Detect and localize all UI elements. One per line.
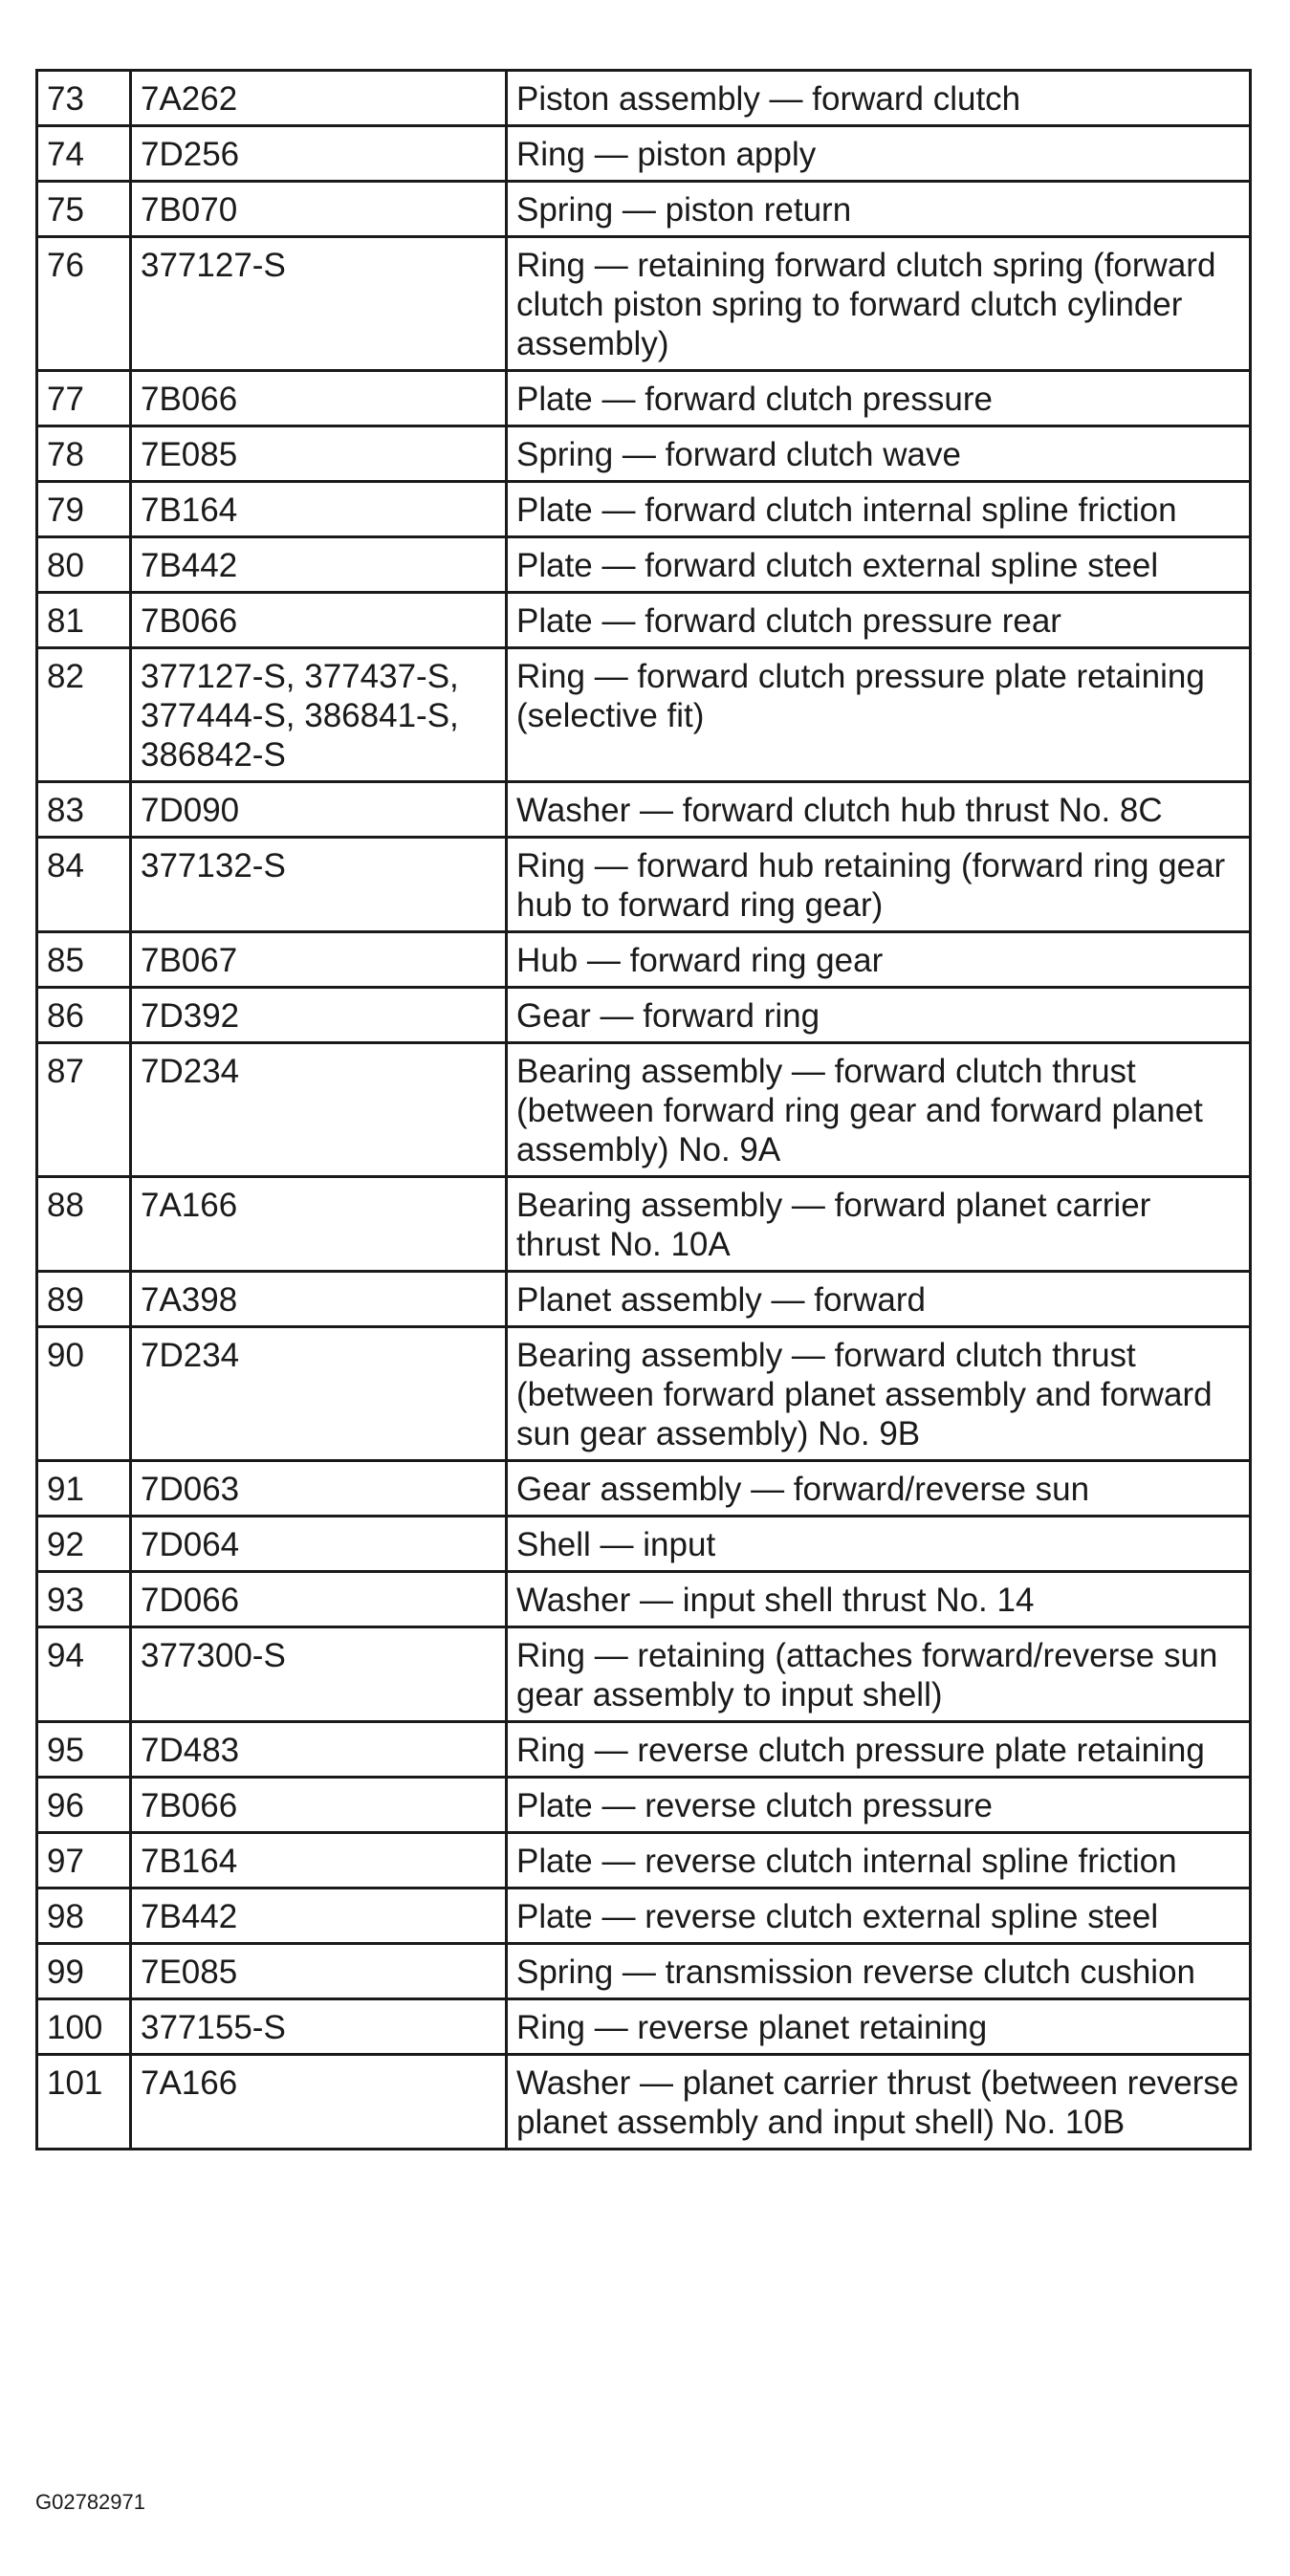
table-row — [37, 932, 1251, 988]
description-cell: Ring — forward hub retaining (forward ring gear hub to forward ring gear) — [507, 838, 1251, 932]
part-number-cell: 377127-S — [131, 237, 507, 371]
table-row — [37, 1517, 1251, 1572]
table-row — [37, 537, 1251, 593]
item-number-cell: 85 — [37, 932, 131, 988]
item-number-cell: 90 — [37, 1327, 131, 1461]
table-row — [37, 426, 1251, 482]
part-number-cell: 7D066 — [131, 1572, 507, 1627]
table-row — [37, 988, 1251, 1043]
part-number-cell: 7D090 — [131, 782, 507, 838]
description-cell: Piston assembly — forward clutch — [507, 71, 1251, 126]
description-cell: Plate — forward clutch external spline steel — [507, 537, 1251, 593]
item-number-cell: 100 — [37, 1999, 131, 2055]
table-row — [37, 593, 1251, 648]
table-row — [37, 1944, 1251, 1999]
description-cell: Ring — retaining (attaches forward/reverse sun gear assembly to input shell) — [507, 1627, 1251, 1722]
part-number-cell: 7D256 — [131, 126, 507, 182]
description-cell: Planet assembly — forward — [507, 1272, 1251, 1327]
table-row — [37, 1043, 1251, 1177]
part-number-cell: 377300-S — [131, 1627, 507, 1722]
item-number-cell: 73 — [37, 71, 131, 126]
part-number-cell: 7B066 — [131, 371, 507, 426]
description-cell: Shell — input — [507, 1517, 1251, 1572]
item-number-cell: 74 — [37, 126, 131, 182]
part-number-cell: 7B442 — [131, 537, 507, 593]
item-number-cell: 87 — [37, 1043, 131, 1177]
table-row — [37, 1461, 1251, 1517]
part-number-cell: 7A166 — [131, 2055, 507, 2150]
description-cell: Spring — piston return — [507, 182, 1251, 237]
description-cell: Washer — input shell thrust No. 14 — [507, 1572, 1251, 1627]
part-number-cell: 7B066 — [131, 593, 507, 648]
table-row — [37, 1888, 1251, 1944]
table-row — [37, 782, 1251, 838]
part-number-cell: 7D064 — [131, 1517, 507, 1572]
description-cell: Ring — reverse clutch pressure plate retaining — [507, 1722, 1251, 1778]
description-cell: Gear — forward ring — [507, 988, 1251, 1043]
description-cell: Spring — transmission reverse clutch cushion — [507, 1944, 1251, 1999]
part-number-cell: 7B442 — [131, 1888, 507, 1944]
description-cell: Ring — piston apply — [507, 126, 1251, 182]
part-number-cell: 7A166 — [131, 1177, 507, 1272]
part-number-cell: 7B164 — [131, 1833, 507, 1888]
description-cell: Plate — reverse clutch internal spline friction — [507, 1833, 1251, 1888]
item-number-cell: 84 — [37, 838, 131, 932]
item-number-cell: 80 — [37, 537, 131, 593]
part-number-cell: 7B067 — [131, 932, 507, 988]
item-number-cell: 98 — [37, 1888, 131, 1944]
item-number-cell: 86 — [37, 988, 131, 1043]
part-number-cell: 7D234 — [131, 1327, 507, 1461]
table-row — [37, 1778, 1251, 1833]
description-cell: Hub — forward ring gear — [507, 932, 1251, 988]
item-number-cell: 95 — [37, 1722, 131, 1778]
part-number-cell: 7B070 — [131, 182, 507, 237]
description-cell: Bearing assembly — forward clutch thrust (between forward ring gear and forward planet assembly) No. 9A — [507, 1043, 1251, 1177]
item-number-cell: 89 — [37, 1272, 131, 1327]
item-number-cell: 101 — [37, 2055, 131, 2150]
table-row — [37, 648, 1251, 782]
part-number-cell: 7E085 — [131, 1944, 507, 1999]
item-number-cell: 96 — [37, 1778, 131, 1833]
part-number-cell: 7B066 — [131, 1778, 507, 1833]
table-row — [37, 237, 1251, 371]
description-cell: Ring — retaining forward clutch spring (forward clutch piston spring to forward clutch cylinder assembly) — [507, 237, 1251, 371]
item-number-cell: 94 — [37, 1627, 131, 1722]
part-number-cell: 7D483 — [131, 1722, 507, 1778]
part-number-cell: 7A262 — [131, 71, 507, 126]
part-number-cell: 377127-S, 377437-S, 377444-S, 386841-S, 386842-S — [131, 648, 507, 782]
table-row — [37, 182, 1251, 237]
description-cell: Bearing assembly — forward clutch thrust (between forward planet assembly and forward sun gear assembly) No. 9B — [507, 1327, 1251, 1461]
item-number-cell: 76 — [37, 237, 131, 371]
table-row — [37, 482, 1251, 537]
item-number-cell: 81 — [37, 593, 131, 648]
part-number-cell: 7D063 — [131, 1461, 507, 1517]
table-row — [37, 1177, 1251, 1272]
table-row — [37, 838, 1251, 932]
item-number-cell: 82 — [37, 648, 131, 782]
table-row — [37, 1272, 1251, 1327]
table-row — [37, 71, 1251, 126]
description-cell: Plate — reverse clutch pressure — [507, 1778, 1251, 1833]
table-row — [37, 2055, 1251, 2150]
description-cell: Ring — reverse planet retaining — [507, 1999, 1251, 2055]
table-row — [37, 1572, 1251, 1627]
table-row — [37, 1327, 1251, 1461]
table-row — [37, 1722, 1251, 1778]
figure-id: G02782971 — [35, 2490, 145, 2514]
part-number-cell: 7A398 — [131, 1272, 507, 1327]
item-number-cell: 77 — [37, 371, 131, 426]
part-number-cell: 7E085 — [131, 426, 507, 482]
part-number-cell: 7D392 — [131, 988, 507, 1043]
description-cell: Plate — forward clutch internal spline friction — [507, 482, 1251, 537]
description-cell: Plate — reverse clutch external spline steel — [507, 1888, 1251, 1944]
item-number-cell: 92 — [37, 1517, 131, 1572]
table-row — [37, 371, 1251, 426]
description-cell: Plate — forward clutch pressure — [507, 371, 1251, 426]
part-number-cell: 377155-S — [131, 1999, 507, 2055]
description-cell: Plate — forward clutch pressure rear — [507, 593, 1251, 648]
description-cell: Spring — forward clutch wave — [507, 426, 1251, 482]
item-number-cell: 83 — [37, 782, 131, 838]
item-number-cell: 78 — [37, 426, 131, 482]
item-number-cell: 93 — [37, 1572, 131, 1627]
item-number-cell: 97 — [37, 1833, 131, 1888]
item-number-cell: 99 — [37, 1944, 131, 1999]
table-row — [37, 1999, 1251, 2055]
description-cell: Washer — forward clutch hub thrust No. 8C — [507, 782, 1251, 838]
item-number-cell: 79 — [37, 482, 131, 537]
table-row — [37, 1833, 1251, 1888]
item-number-cell: 88 — [37, 1177, 131, 1272]
description-cell: Gear assembly — forward/reverse sun — [507, 1461, 1251, 1517]
table-row — [37, 1627, 1251, 1722]
item-number-cell: 75 — [37, 182, 131, 237]
description-cell: Ring — forward clutch pressure plate retaining (selective fit) — [507, 648, 1251, 782]
description-cell: Washer — planet carrier thrust (between reverse planet assembly and input shell) No. 10B — [507, 2055, 1251, 2150]
parts-table — [35, 69, 1252, 2150]
description-cell: Bearing assembly — forward planet carrier thrust No. 10A — [507, 1177, 1251, 1272]
table-row — [37, 126, 1251, 182]
item-number-cell: 91 — [37, 1461, 131, 1517]
part-number-cell: 7D234 — [131, 1043, 507, 1177]
parts-table-body — [37, 71, 1251, 2150]
part-number-cell: 7B164 — [131, 482, 507, 537]
part-number-cell: 377132-S — [131, 838, 507, 932]
